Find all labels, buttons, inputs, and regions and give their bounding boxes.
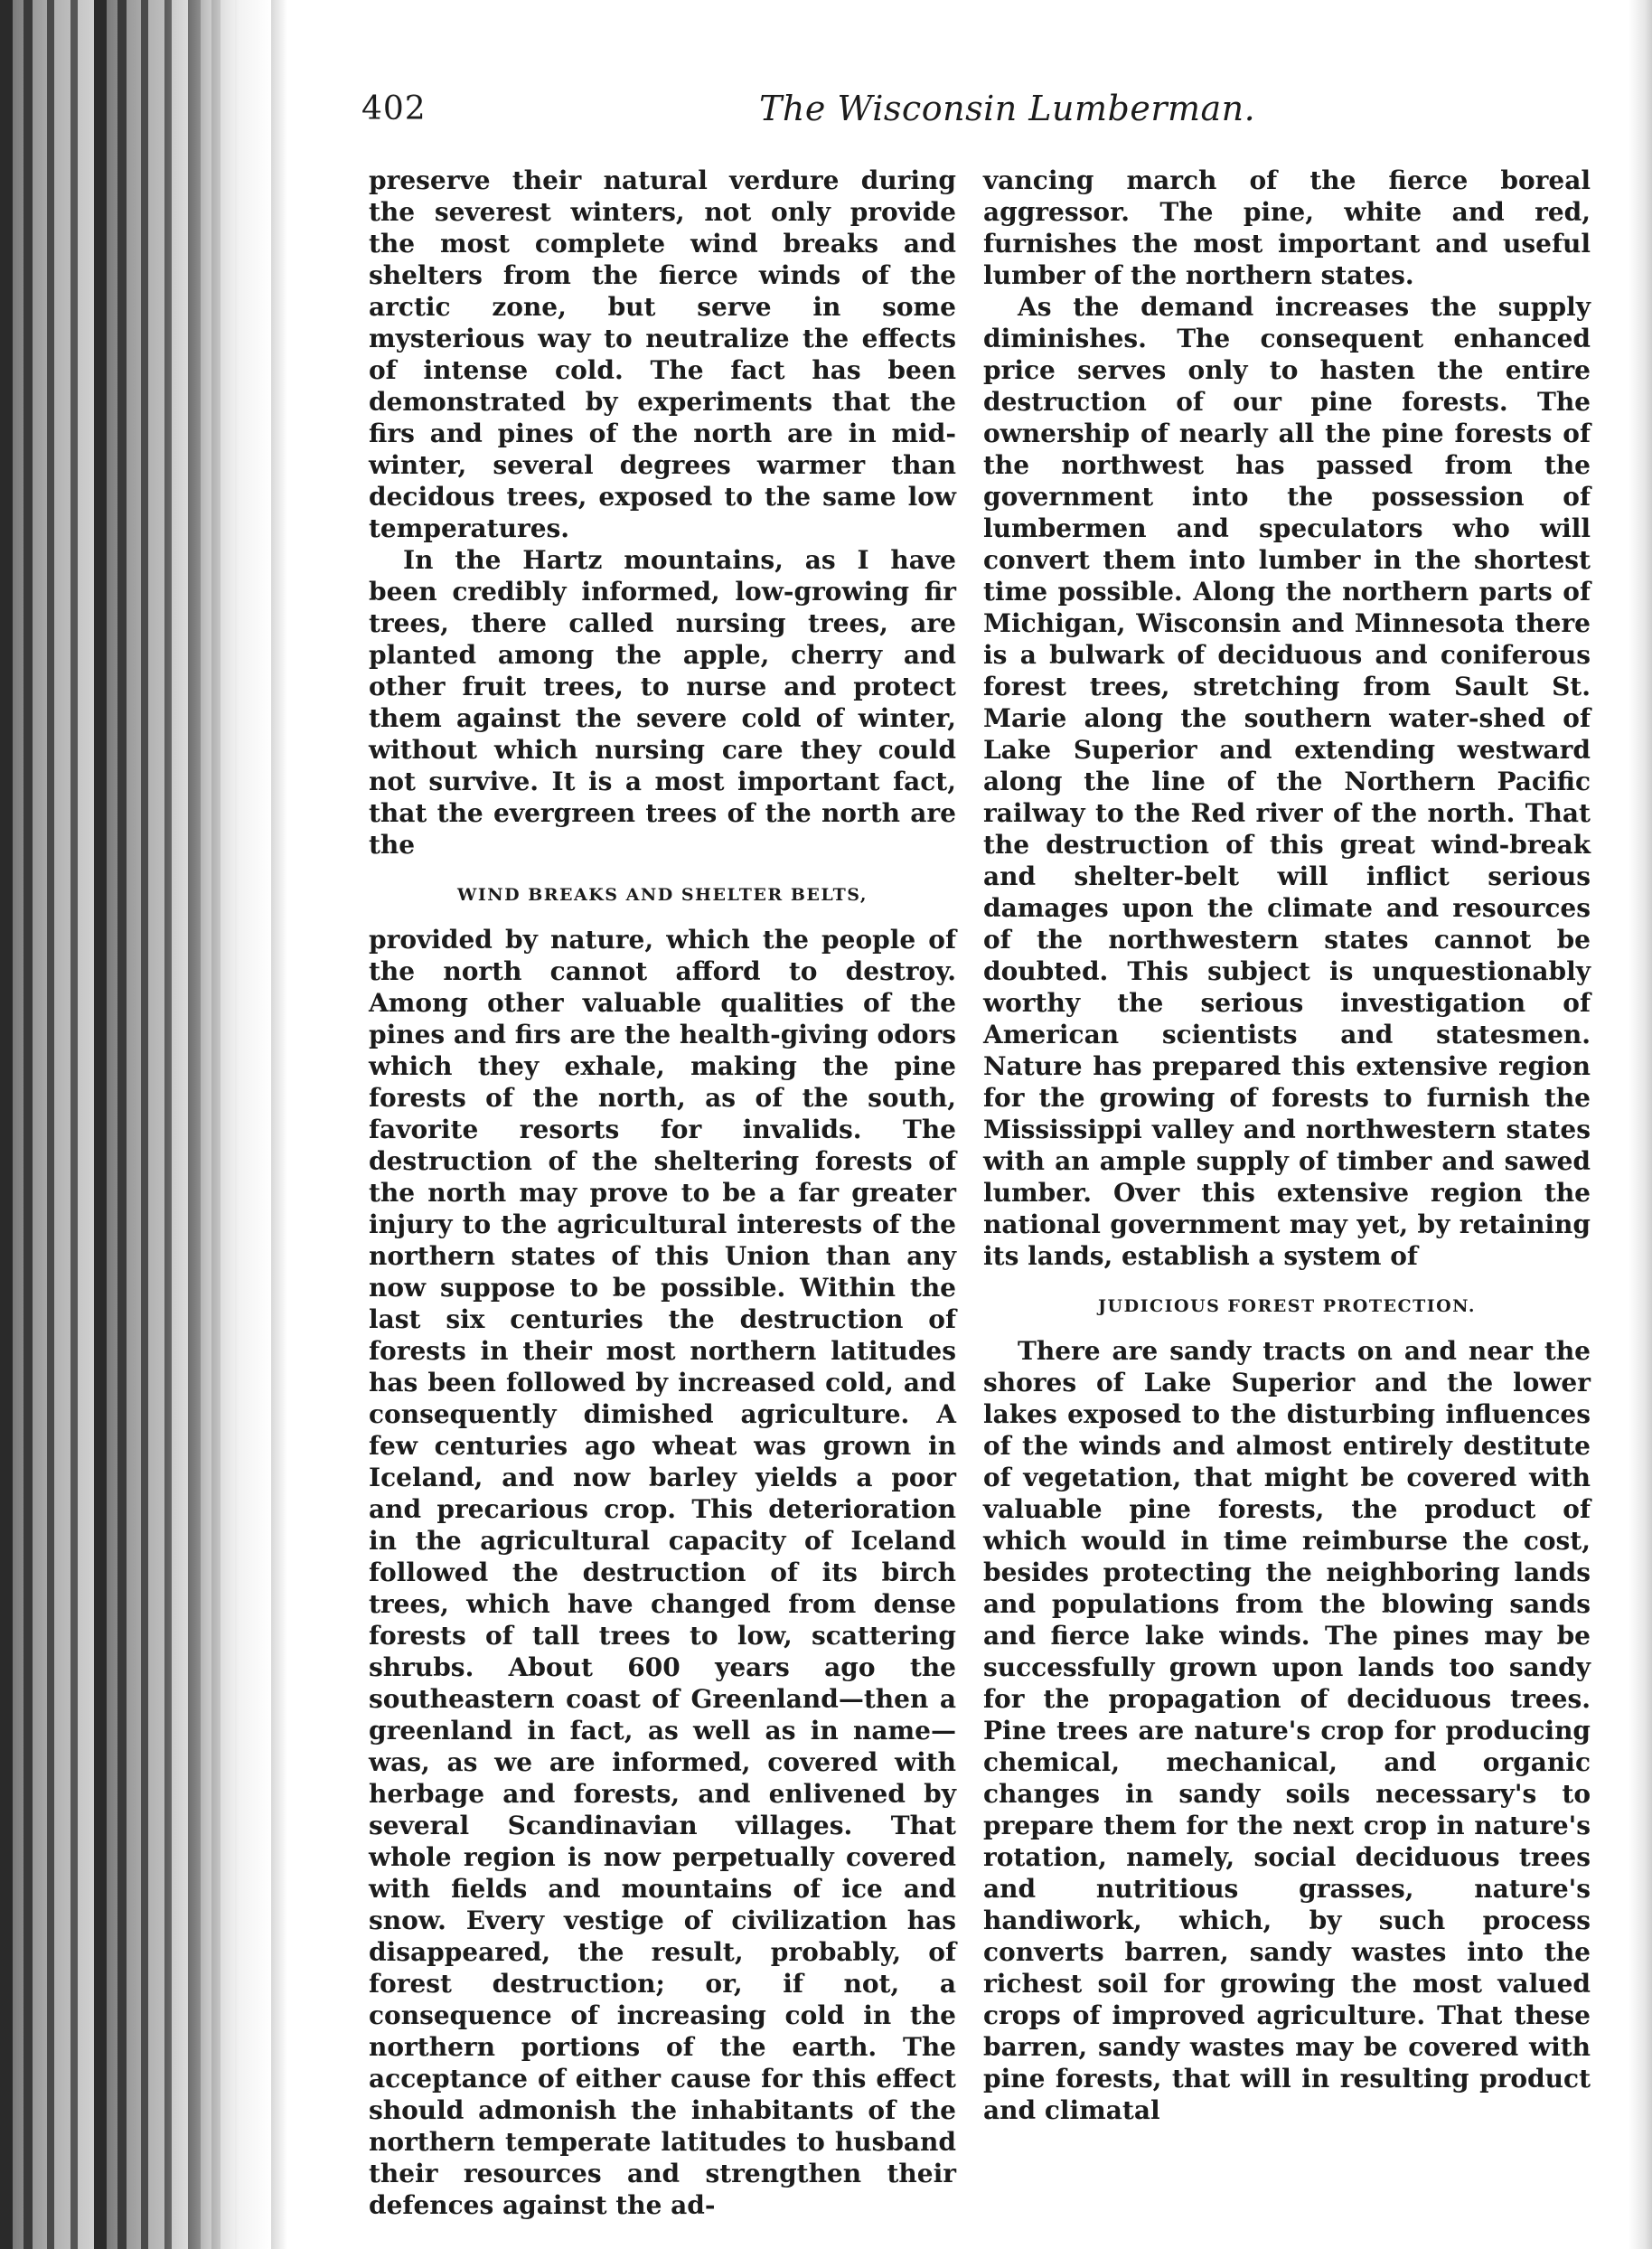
page-right-edge xyxy=(1629,0,1652,2249)
paragraph: vancing march of the fierce boreal aggressor. The pine, white and red, furnishes the most important and useful lumber of the northern states. xyxy=(983,165,1591,290)
paragraph: provided by nature, which the people of the north cannot afford to destroy. Among other valuable qualities of the pines and firs are the health-giving odors which they exhale, making the pine forests of the north, as of the south, favorite resorts for invalids. The destruction of the sheltering forests of the north may prove to be a far greater injury to the agricultural interests of the northern states of this Union than any now suppose to be possible. Within the last six centuries the destruction of forests in their most northern latitudes has been followed by increased cold, and consequently dimished agriculture. A few centuries ago wheat was grown in Iceland, and now barley yields a poor and precarious crop. This deterioration in the agricultural capacity of Iceland followed the destruction of its birch trees, which have changed from dense forests of tall trees to low, scattering shrubs. About 600 years ago the southeastern coast of Greenland—then a greenland in fact, as well as in name—was, as we are informed, covered with herbage and forests, and enlivened by several Scandinavian villages. That whole region is now perpetually covered with fields and mountains of ice and snow. Every vestige of civilization has disappeared, the result, probably, of forest destruction; or, if not, a consequence of increasing cold in the northern portions of the earth. The acceptance of either cause for this effect should admonish the inhabitants of the northern temperate latitudes to husband their resources and strengthen their defences against the ad- xyxy=(369,925,956,2220)
section-heading: WIND BREAKS AND SHELTER BELTS, xyxy=(457,885,868,905)
running-title: The Wisconsin Lumberman. xyxy=(759,89,1256,128)
paragraph: There are sandy tracts on and near the shores of Lake Superior and the lower lakes exposed to the disturbing influences of the winds and almost entirely destitute of vegetation, that might be covered with valuable pine forests, the product of which would in time reimburse the cost, besides protecting the neighboring lands and populations from the blowing sands and fierce lake winds. The pines may be successfully grown upon lands too sandy for the propagation of deciduous trees. Pine trees are nature's crop for producing chemical, mechanical, and organic changes in sandy soils necessary's to prepare them for the next crop in nature's rotation, namely, social deciduous trees and nutritious grasses, nature's handiwork, which, by such process converts barren, sandy wastes into the richest soil for growing the most valued crops of improved agriculture. That these barren, sandy wastes may be covered with pine forests, that will in resulting product and climatal xyxy=(983,1336,1591,2125)
book-spine-edge xyxy=(0,0,271,2249)
left-column xyxy=(369,165,956,2221)
section-heading: JUDICIOUS FOREST PROTECTION. xyxy=(1098,1296,1476,1316)
page-number: 402 xyxy=(361,90,427,127)
paragraph: In the Hartz mountains, as I have been credibly informed, low-growing fir trees, there called nursing trees, are planted among the apple, cherry and other fruit trees, to nurse and protect them against the severe cold of winter, without which nursing care they could not survive. It is a most important fact, that the evergreen trees of the north are the xyxy=(369,545,956,860)
right-column xyxy=(983,165,1591,2126)
page-header xyxy=(361,81,1591,136)
paragraph: preserve their natural verdure during the severest winters, not only provide the most complete wind breaks and shelters from the fierce winds of the arctic zone, but serve in some mysterious way to neutralize the effects of intense cold. The fact has been demonstrated by experiments that the firs and pines of the north are in mid-winter, several degrees warmer than decidous trees, exposed to the same low temperatures. xyxy=(369,165,956,543)
paragraph: As the demand increases the supply diminishes. The consequent enhanced price serves only to hasten the entire destruction of our pine forests. The ownership of nearly all the pine forests of the northwest has passed from the government into the possession of lumbermen and speculators who will convert them into lumber in the shortest time possible. Along the northern parts of Michigan, Wisconsin and Minnesota there is a bulwark of deciduous and coniferous forest trees, stretching from Sault St. Marie along the southern water-shed of Lake Superior and extending westward along the line of the Northern Pacific railway to the Red river of the north. That the destruction of this great wind-break and shelter-belt will inflict serious damages upon the climate and resources of the northwestern states cannot be doubted. This subject is unquestionably worthy the serious investigation of American scientists and statesmen. Nature has prepared this extensive region for the growing of forests to furnish the Mississippi valley and northwestern states with an ample supply of timber and sawed lumber. Over this extensive region the national government may yet, by retaining its lands, establish a system of xyxy=(983,292,1591,1271)
page-gutter-shadow xyxy=(271,0,287,2249)
book-page xyxy=(361,81,1591,2220)
